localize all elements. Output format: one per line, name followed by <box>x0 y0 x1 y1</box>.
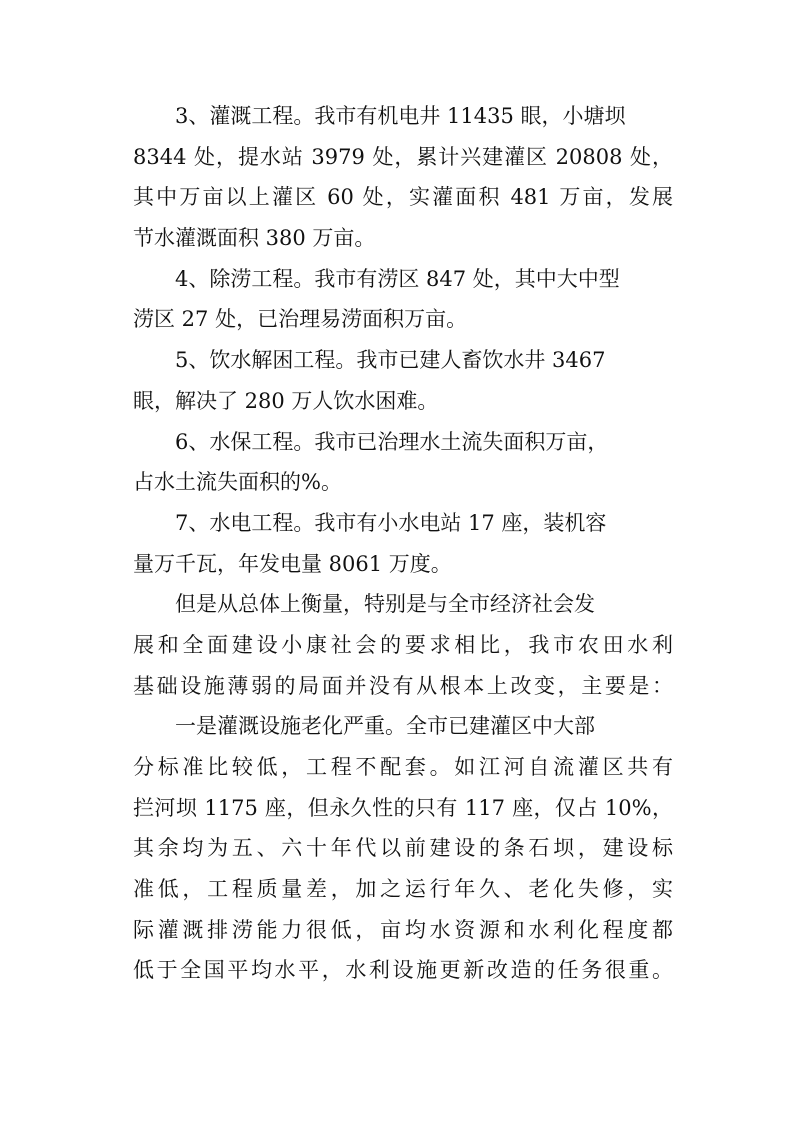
text-line: 眼，解决了 280 万人饮水困难。 <box>133 388 439 413</box>
text-line: 际灌溉排涝能力很低，亩均水资源和水利化程度都 <box>133 917 673 942</box>
text-line: 占水土流失面积的%。 <box>133 470 342 495</box>
text-line: 6、水保工程。我市已治理水土流失面积万亩， <box>175 429 609 454</box>
text-line: 涝区 27 处，已治理易涝面积万亩。 <box>133 307 468 332</box>
text-line: 基础设施薄弱的局面并没有从根本上改变，主要是： <box>133 673 673 698</box>
text-line: 一是灌溉设施老化严重。全市已建灌区中大部 <box>175 714 595 739</box>
text-line: 展和全面建设小康社会的要求相比，我市农田水利 <box>133 632 673 657</box>
document-body <box>133 96 673 991</box>
text-line: 4、除涝工程。我市有涝区 847 处，其中大中型 <box>175 266 620 291</box>
text-line: 其中万亩以上灌区 60 处，实灌面积 481 万亩，发展 <box>133 185 673 210</box>
text-line: 拦河坝 1175 座，但永久性的只有 117 座，仅占 10%， <box>133 795 673 820</box>
text-line: 量万千瓦，年发电量 8061 万度。 <box>133 551 452 576</box>
text-line: 8344 处，提水站 3979 处，累计兴建灌区 20808 处， <box>133 144 673 169</box>
text-line: 但是从总体上衡量，特别是与全市经济社会发 <box>175 592 595 617</box>
text-line: 其余均为五、六十年代以前建设的条石坝，建设标 <box>133 836 673 861</box>
text-line: 3、灌溉工程。我市有机电井 11435 眼，小塘坝 <box>175 104 626 128</box>
text-line: 节水灌溉面积 380 万亩。 <box>133 226 376 251</box>
text-line: 低于全国平均水平，水利设施更新改造的任务很重。 <box>133 958 673 983</box>
text-line: 准低，工程质量差，加之运行年久、老化失修，实 <box>133 877 673 902</box>
text-line: 分标准比较低，工程不配套。如江河自流灌区共有 <box>133 755 673 779</box>
text-line: 5、饮水解困工程。我市已建人畜饮水井 3467 <box>175 348 606 373</box>
text-line: 7、水电工程。我市有小水电站 17 座，装机容 <box>175 510 607 535</box>
